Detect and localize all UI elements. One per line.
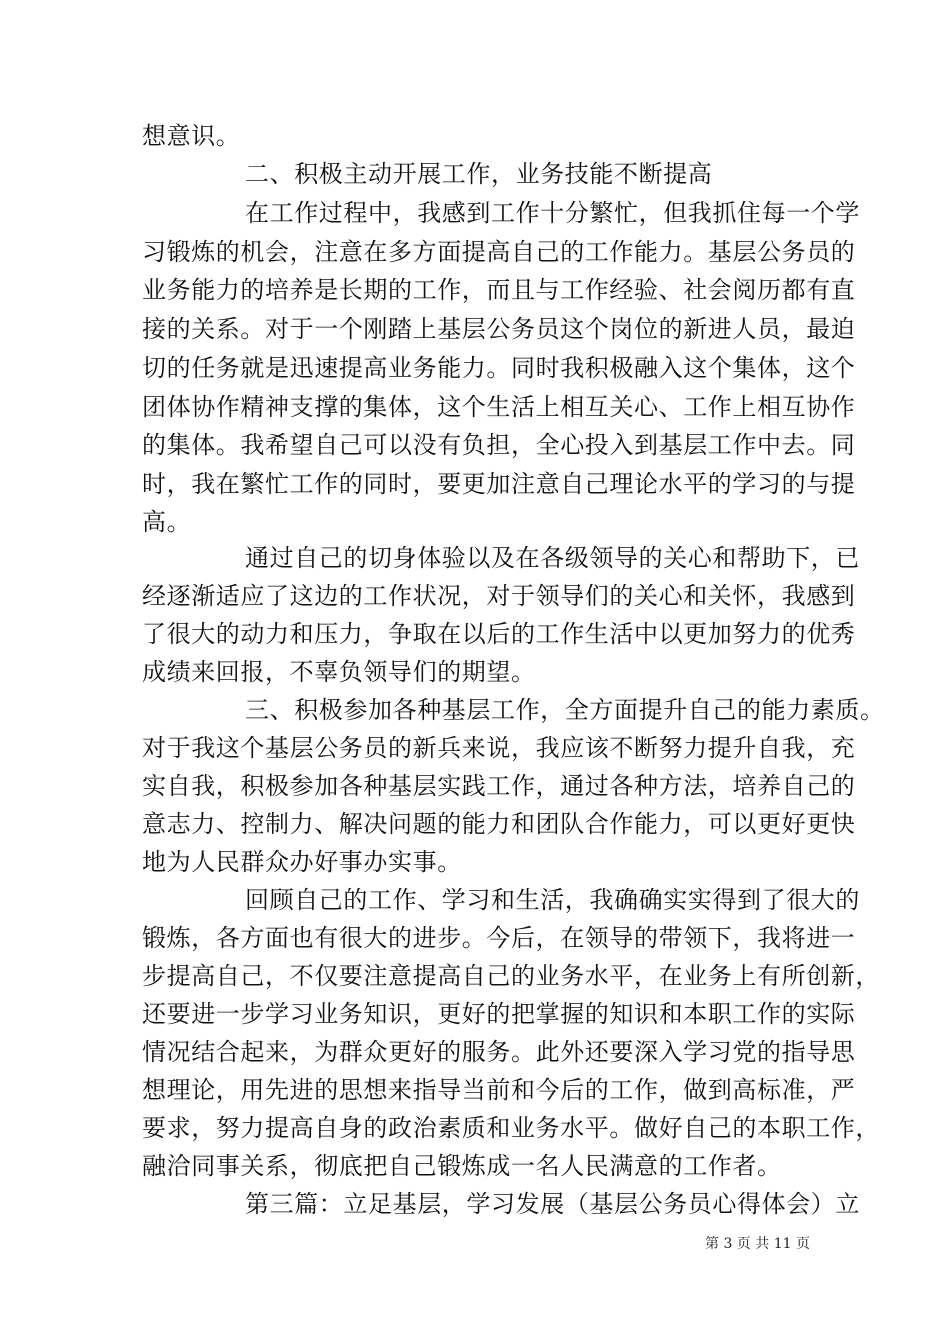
text-line: 意志力、控制力、解决问题的能力和团队合作能力，可以更好更快 [142,810,856,838]
text-line: 要求，努力提高自身的政治素质和业务水平。做好自己的本职工作， [142,1114,880,1142]
section-heading: 二、积极主动开展工作，业务技能不断提高 [245,160,713,188]
text-line: 想理论，用先进的思想来指导当前和今后的工作，做到高标准，严 [142,1076,856,1104]
text-line: 高。 [142,508,192,536]
text-line: 团体协作精神支撑的集体，这个生活上相互关心、工作上相互协作 [142,393,856,421]
text-line: 通过自己的切身体验以及在各级领导的关心和帮助下，已 [245,544,860,572]
text-line: 接的关系。对于一个刚踏上基层公务员这个岗位的新进人员，最迫 [142,315,856,343]
text-line: 在工作过程中，我感到工作十分繁忙，但我抓住每一个学 [245,199,860,227]
text-line: 锻炼，各方面也有很大的进步。今后，在领导的带领下，我将进一 [142,924,856,952]
text-line: 了很大的动力和压力，争取在以后的工作生活中以更加努力的优秀 [142,620,856,648]
text-line: 时，我在繁忙工作的同时，要更加注意自己理论水平的学习的与提 [142,470,856,498]
text-line: 的集体。我希望自己可以没有负担，全心投入到基层工作中去。同 [142,431,856,459]
text-line: 融洽同事关系，彻底把自己锻炼成一名人民满意的工作者。 [142,1152,782,1180]
text-line: 地为人民群众办好事办实事。 [142,848,462,876]
section-heading: 三、积极参加各种基层工作，全方面提升自己的能力素质。 [245,696,885,724]
chapter-heading: 第三篇：立足基层，学习发展（基层公务员心得体会）立 [245,1190,860,1218]
text-line: 成绩来回报，不辜负领导们的期望。 [142,658,536,686]
text-line: 业务能力的培养是长期的工作，而且与工作经验、社会阅历都有直 [142,276,856,304]
text-line: 对于我这个基层公务员的新兵来说，我应该不断努力提升自我，充 [142,734,856,762]
page-number: 第 3 页 共 11 页 [705,1236,810,1252]
text-line: 还要进一步学习业务知识，更好的把掌握的知识和本职工作的实际 [142,1000,856,1028]
text-line: 经逐渐适应了这边的工作状况，对于领导们的关心和关怀，我感到 [142,582,856,610]
text-line: 步提高自己，不仅要注意提高自己的业务水平，在业务上有所创新， [142,962,880,990]
text-line: 回顾自己的工作、学习和生活，我确确实实得到了很大的 [245,886,860,914]
text-line: 情况结合起来，为群众更好的服务。此外还要深入学习党的指导思 [142,1038,856,1066]
text-line: 习锻炼的机会，注意在多方面提高自己的工作能力。基层公务员的 [142,238,856,266]
text-line: 想意识。 [142,122,241,150]
text-line: 实自我，积极参加各种基层实践工作，通过各种方法，培养自己的 [142,772,856,800]
text-line: 切的任务就是迅速提高业务能力。同时我积极融入这个集体，这个 [142,354,856,382]
